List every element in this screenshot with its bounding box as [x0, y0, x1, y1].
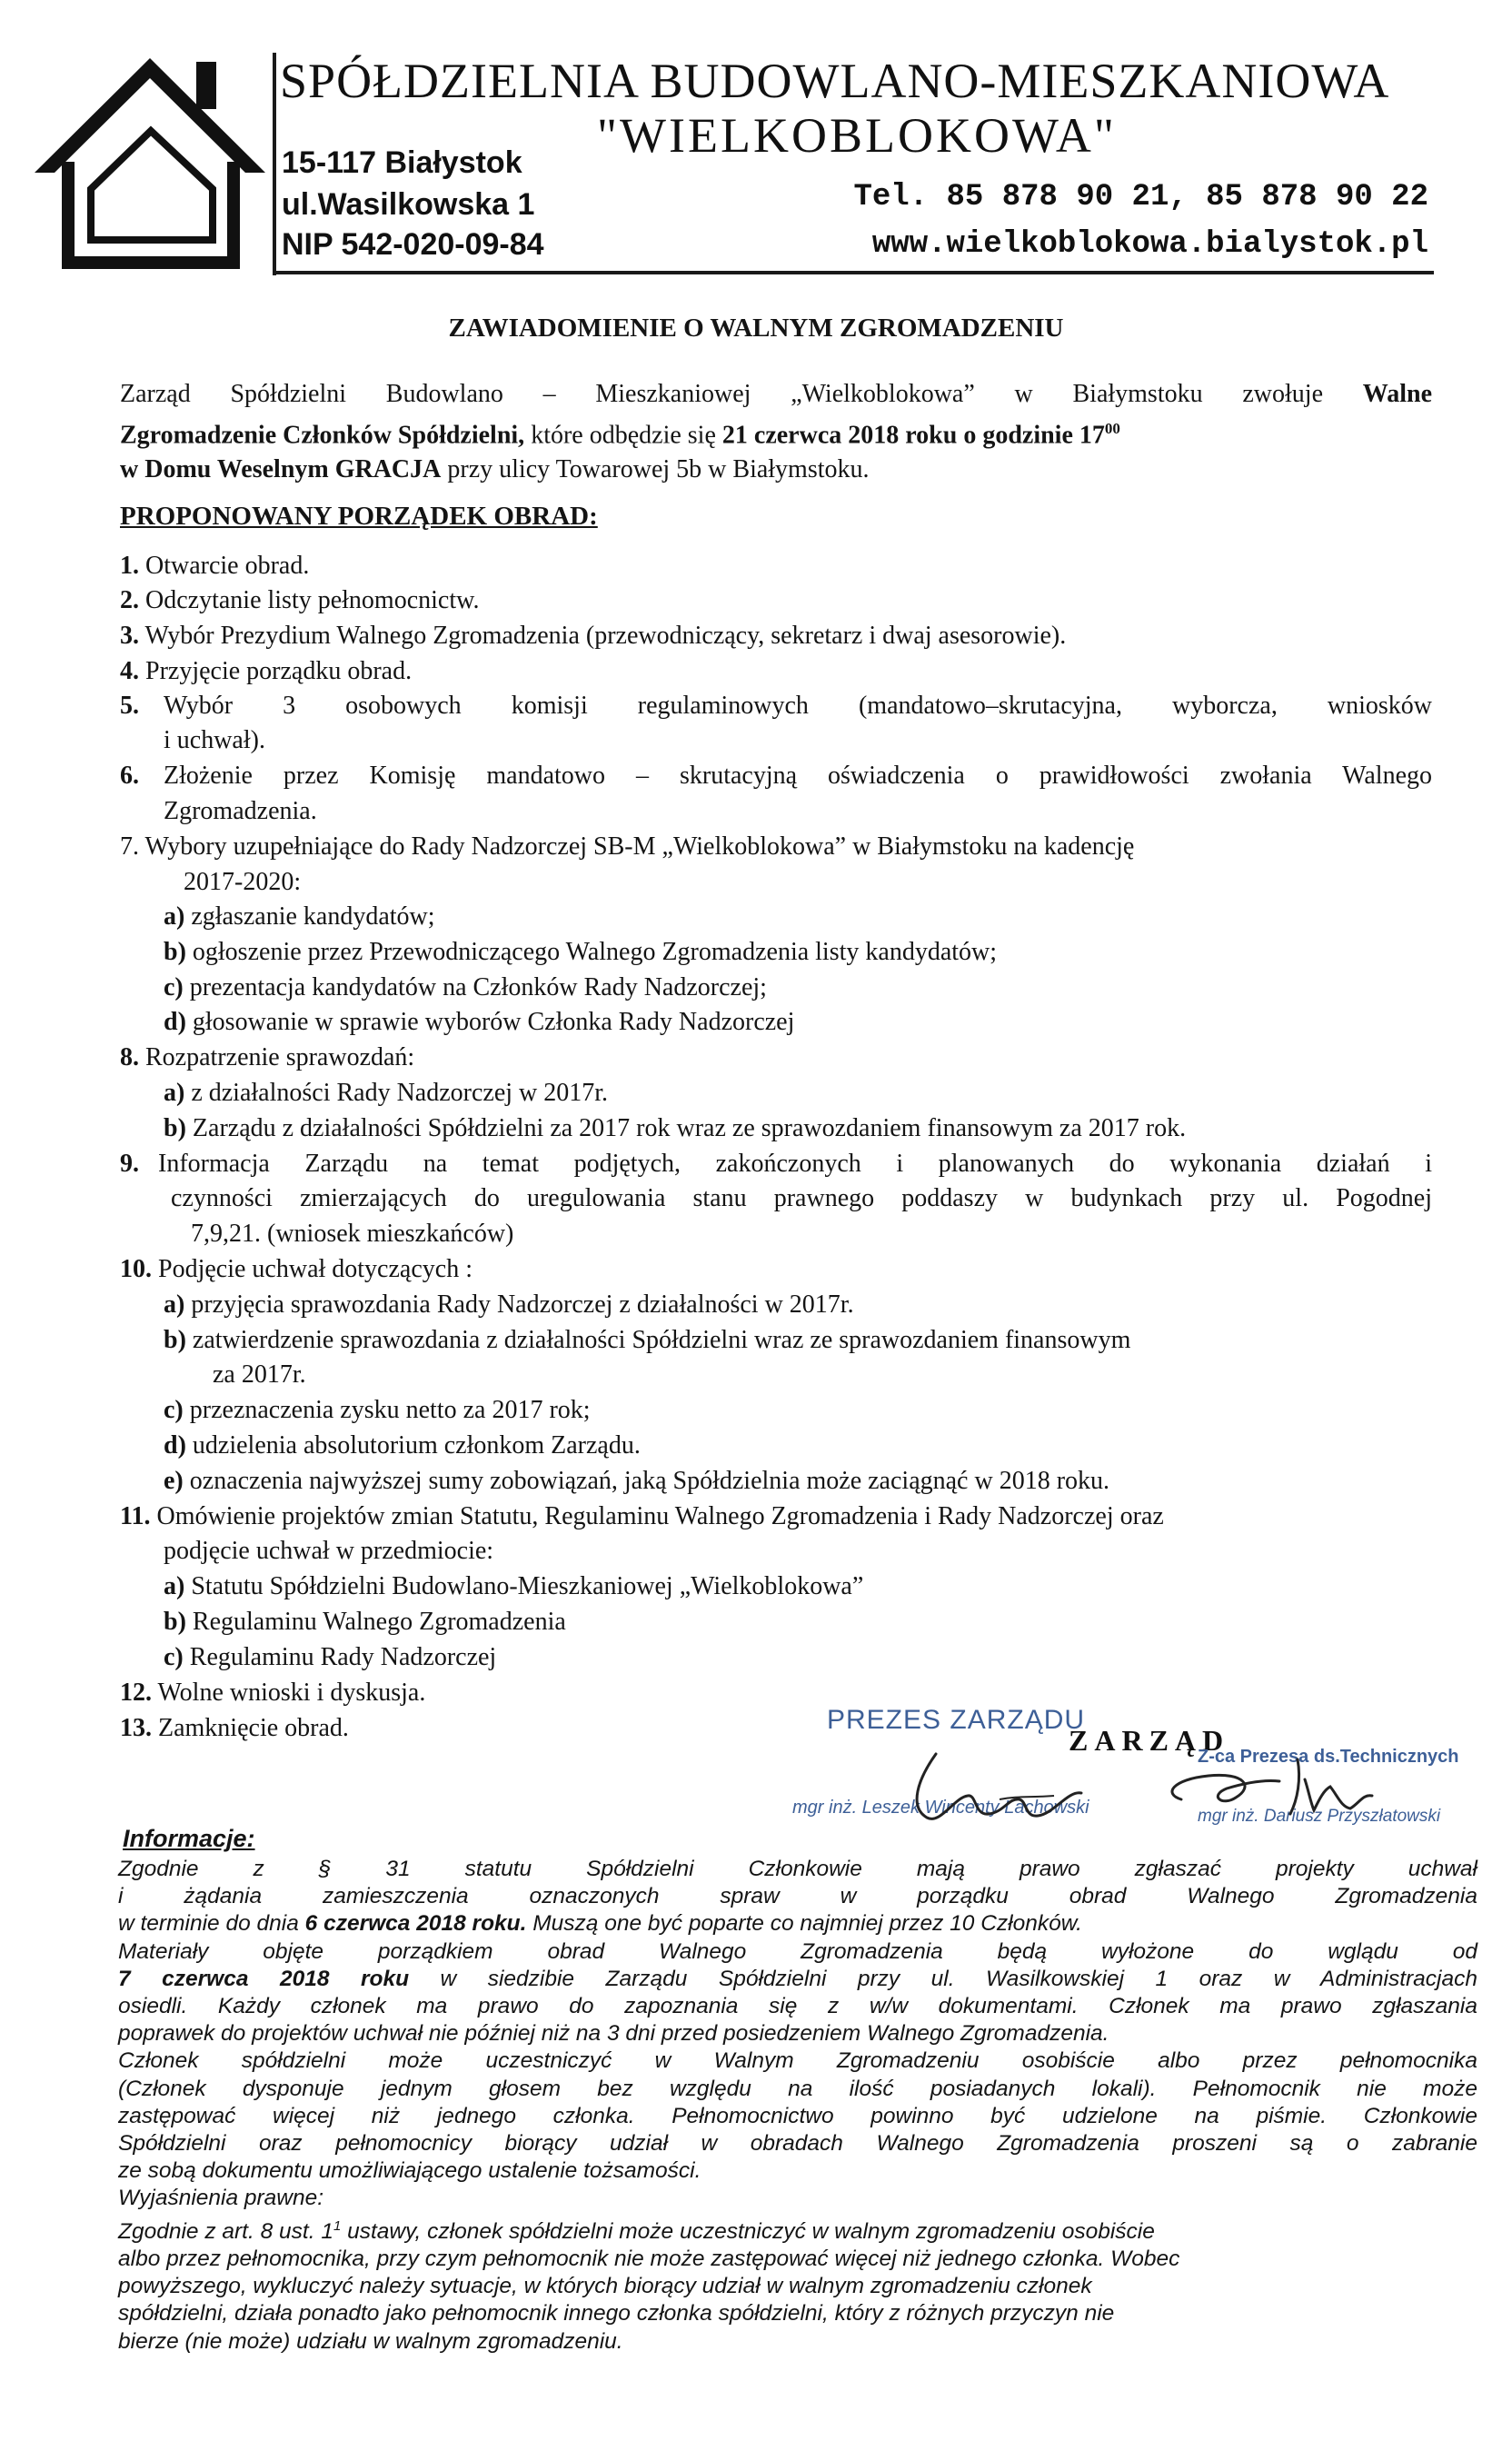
agenda-item-text: Złożenie przez Komisję mandatowo – skrutacyjną oświadczenia o prawidłowości zwołania Walnego — [164, 762, 1432, 790]
superscript: 1 — [333, 2217, 342, 2234]
agenda-item-text: 2017-2020: — [184, 868, 302, 896]
agenda-subitem — [164, 971, 767, 1005]
item-text: Wybory uzupełniające do Rady Nadzorczej SB-M „Wielkoblokowa” w Białymstoku na kadencję — [144, 832, 1135, 861]
organization-name: SPÓŁDZIELNIA BUDOWLANO-MIESZKANIOWA — [280, 54, 1390, 108]
subitem-letter: a) — [164, 1290, 185, 1319]
board-label: ZARZĄD — [1069, 1724, 1230, 1757]
house-logo-icon — [35, 55, 266, 273]
agenda-subitem — [164, 935, 997, 970]
item-text: Wolne wnioski i dyskusja. — [157, 1679, 426, 1707]
info-line: zastępować więcej niż jednego członka. Pełnomocnictwo powinno być udzielone na piśmie. Członkowie — [118, 2103, 1477, 2128]
subitem-letter: e) — [164, 1467, 184, 1495]
agenda-item — [120, 1252, 472, 1287]
proposal-deadline: 6 czerwca 2018 roku. — [304, 1911, 527, 1937]
meeting-date-time: 21 czerwca 2018 roku o godzinie 17 — [721, 421, 1105, 450]
letterhead-vertical-rule — [273, 53, 276, 275]
subitem-text: przyjęcia sprawozdania Rady Nadzorczej z działalności w 2017r. — [191, 1290, 854, 1319]
info-line: bierze (nie może) udziału w walnym zgromadzeniu. — [118, 2328, 623, 2354]
intro-paragraph — [120, 377, 1432, 487]
intro-line-1 — [120, 377, 1432, 412]
agenda-item — [120, 619, 1066, 653]
meeting-venue: w Domu Weselnym GRACJA — [120, 455, 442, 484]
info-line: Zgodnie z § 31 statutu Spółdzielni Członkowie mają prawo zgłaszać projekty uchwał — [118, 1857, 1477, 1881]
item-number: 2. — [120, 586, 139, 614]
subitem-letter: c) — [164, 1396, 184, 1424]
item-number: 13. — [120, 1714, 152, 1742]
address-city: 15-117 Białystok — [282, 145, 522, 180]
info-line: (Członek dysponuje jednym głosem bez względu na ilość posiadanych lokali). Pełnomocnik nie może — [118, 2076, 1477, 2101]
item-number: 11. — [120, 1502, 151, 1530]
info-line: spółdzielni, działa ponadto jako pełnomocnik innego członka spółdzielni, który z różnych przyczyn nie — [118, 2301, 1115, 2326]
info-line: Spółdzielni oraz pełnomocnicy biorący udział w obradach Walnego Zgromadzenia proszeni są o zabranie — [118, 2131, 1477, 2157]
subitem-letter: a) — [164, 1079, 185, 1107]
agenda-item — [120, 1041, 414, 1075]
subitem-letter: c) — [164, 1643, 184, 1671]
subitem-text: Statutu Spółdzielni Budowlano-Mieszkaniowej „Wielkoblokowa” — [191, 1572, 864, 1600]
item-text: Wybór Prezydium Walnego Zgromadzenia (przewodniczący, sekretarz i dwaj asesorowie). — [144, 622, 1067, 650]
agenda-item — [120, 1676, 425, 1710]
president-name-stamp: mgr inż. Leszek Wincenty Lachowski — [792, 1798, 1089, 1818]
tax-id: NIP 542-020-09-84 — [282, 227, 544, 262]
info-text: ustawy, członek spółdzielni może uczestniczyć w walnym zgromadzeniu osobiście — [341, 2218, 1155, 2244]
info-line: osiedli. Każdy członek ma prawo do zapoznania się z w/w dokumentami. Członek ma prawo zgłaszania — [118, 1994, 1477, 2019]
agenda-item-text: Zgromadzenia. — [164, 797, 317, 825]
agenda-subitem — [164, 1429, 641, 1463]
deputy-president-stamp: Z-ca Prezesa ds.Technicznych — [1198, 1747, 1459, 1767]
agenda-item — [120, 654, 412, 689]
agenda-subitem — [164, 1288, 854, 1322]
subitem-letter: d) — [164, 1431, 186, 1460]
info-line — [118, 1966, 1477, 1993]
website-address: www.wielkoblokowa.bialystok.pl — [871, 227, 1428, 262]
subitem-text: Regulaminu Walnego Zgromadzenia — [192, 1608, 566, 1636]
president-stamp-title: PREZES ZARZĄDU — [827, 1705, 1086, 1735]
subitem-letter: a) — [164, 1572, 185, 1600]
information-section — [118, 1856, 1477, 2356]
subitem-letter: d) — [164, 1008, 186, 1036]
item-text: Odczytanie listy pełnomocnictw. — [145, 586, 480, 614]
intro-bold-text: Zgromadzenie Członków Spółdzielni, — [120, 421, 525, 450]
information-heading: Informacje: — [123, 1825, 255, 1852]
item-text: Otwarcie obrad. — [145, 552, 310, 580]
item-text: Omówienie projektów zmian Statutu, Regulaminu Walnego Zgromadzenia i Rady Nadzorczej oraz — [156, 1502, 1164, 1530]
item-text: Podjęcie uchwał dotyczących : — [158, 1255, 472, 1283]
subitem-text: głosowanie w sprawie wyborów Członka Rady Nadzorczej — [192, 1008, 795, 1036]
item-text: Przyjęcie porządku obrad. — [145, 657, 413, 685]
agenda-subitem-text: za 2017r. — [213, 1360, 306, 1389]
subitem-letter: b) — [164, 938, 186, 966]
info-text: Zgodnie z art. 8 ust. 1 — [118, 2218, 333, 2244]
letterhead-horizontal-rule — [273, 271, 1434, 274]
subitem-text: zgłaszanie kandydatów; — [191, 902, 435, 931]
agenda-subitem — [164, 1640, 496, 1675]
intro-text: Zarząd Spółdzielni Budowlano – Mieszkaniowej „Wielkoblokowa” w Białymstoku zwołuje — [120, 380, 1363, 408]
agenda-item — [120, 549, 309, 583]
document-title: ZAWIADOMIENIE O WALNYM ZGROMADZENIU — [448, 314, 1064, 343]
agenda-item-text: 7,9,21. (wniosek mieszkańców) — [191, 1220, 514, 1248]
item-number: 8. — [120, 1043, 139, 1071]
info-line: albo przez pełnomocnika, przy czym pełnomocnik nie może zastępować więcej niż jednego członka. Wobec — [118, 2247, 1180, 2271]
agenda-item-text: Informacja Zarządu na temat podjętych, zakończonych i planowanych do wykonania działań i — [158, 1150, 1432, 1178]
item-text: Rozpatrzenie sprawozdań: — [145, 1043, 415, 1071]
agenda-item-text: i uchwał). — [164, 726, 265, 754]
phone-numbers: Tel. 85 878 90 21, 85 878 90 22 — [853, 180, 1428, 214]
materials-date: 7 czerwca 2018 roku — [118, 1966, 410, 1991]
info-text: w siedzibie Zarządu Spółdzielni przy ul. Wasilkowskiej 1 oraz w Administracjach — [409, 1966, 1477, 1991]
agenda-subitem — [164, 1393, 591, 1428]
info-line: powyższego, wykluczyć należy sytuacje, w których biorący udział w walnym zgromadzeniu członek — [118, 2274, 1092, 2299]
subitem-text: zatwierdzenie sprawozdania z działalności Spółdzielni wraz ze sprawozdaniem finansowym — [192, 1326, 1131, 1354]
intro-line-3 — [120, 453, 1432, 487]
legal-heading: Wyjaśnienia prawne: — [118, 2186, 324, 2211]
subitem-text: prezentacja kandydatów na Członków Rady Nadzorczej; — [189, 973, 767, 1001]
organization-short-name: "WIELKOBLOKOWA" — [597, 108, 1117, 163]
address-street: ul.Wasilkowska 1 — [282, 187, 535, 222]
subitem-letter: c) — [164, 973, 184, 1001]
item-text: Zamknięcie obrad. — [158, 1714, 349, 1742]
agenda-item-number — [120, 689, 139, 723]
subitem-text: z działalności Rady Nadzorczej w 2017r. — [191, 1079, 609, 1107]
intro-line-2 — [120, 412, 1432, 453]
intro-bold-text: Walne — [1362, 380, 1432, 408]
agenda-subitem — [164, 1005, 794, 1040]
info-line: Materiały objęte porządkiem obrad Walnego Zgromadzenia będą wyłożone do wglądu od — [118, 1938, 1477, 1964]
subitem-text: Regulaminu Rady Nadzorczej — [189, 1643, 497, 1671]
intro-text: przy ulicy Towarowej 5b w Białymstoku. — [441, 455, 870, 484]
agenda-heading: PROPONOWANY PORZĄDEK OBRAD: — [120, 502, 598, 531]
subitem-letter: b) — [164, 1326, 186, 1354]
handwritten-signatures — [781, 1743, 1454, 1834]
agenda-item-number — [120, 1147, 139, 1181]
agenda-item — [120, 1499, 1164, 1534]
item-number: 6. — [120, 762, 139, 790]
agenda-subitem — [164, 1076, 608, 1111]
item-number: 12. — [120, 1679, 152, 1707]
item-number: 5. — [120, 692, 139, 720]
agenda-item-text: podjęcie uchwał w przedmiocie: — [164, 1537, 494, 1565]
subitem-text: przeznaczenia zysku netto za 2017 rok; — [189, 1396, 591, 1424]
item-number: 3. — [120, 622, 139, 650]
agenda-item — [120, 583, 480, 618]
agenda-subitem — [164, 1605, 566, 1639]
item-number: 1. — [120, 552, 139, 580]
info-line — [118, 2213, 1477, 2246]
info-line: i żądania zamieszczenia oznaczonych spraw w porządku obrad Walnego Zgromadzenia — [118, 1884, 1477, 1909]
subitem-text: ogłoszenie przez Przewodniczącego Walnego Zgromadzenia listy kandydatów; — [192, 938, 998, 966]
agenda-subitem — [164, 1111, 1186, 1146]
deputy-name-stamp: mgr inż. Dariusz Przyszłatowski — [1198, 1807, 1441, 1826]
agenda-subitem — [164, 1323, 1130, 1358]
subitem-letter: b) — [164, 1114, 186, 1142]
agenda-item-text: czynności zmierzających do uregulowania stanu prawnego poddaszy w budynkach przy ul. Pogodnej — [171, 1184, 1432, 1212]
info-line: poprawek do projektów uchwał nie później niż na 3 dni przed posiedzeniem Walnego Zgromadzenia. — [118, 2021, 1109, 2047]
item-number: 9. — [120, 1150, 139, 1178]
agenda-subitem — [164, 1464, 1109, 1499]
agenda-item-number — [120, 759, 139, 793]
item-number: 10. — [120, 1255, 152, 1283]
agenda-subitem — [164, 1569, 863, 1604]
item-number: 7. — [120, 832, 139, 861]
agenda-item — [120, 1711, 349, 1746]
info-line — [118, 1910, 1477, 1938]
subitem-text: udzielenia absolutorium członkom Zarządu. — [192, 1431, 641, 1460]
intro-text: które odbędzie się — [524, 421, 722, 450]
meeting-time-minutes: 00 — [1104, 420, 1120, 437]
info-line: ze sobą dokumentu umożliwiającego ustalenie tożsamości. — [118, 2158, 701, 2184]
info-text: w terminie do dnia — [118, 1911, 305, 1937]
info-line: Członek spółdzielni może uczestniczyć w Walnym Zgromadzeniu osobiście albo przez pełnomocnika — [118, 2048, 1477, 2074]
agenda-item-text: Wybór 3 osobowych komisji regulaminowych (mandatowo–skrutacyjna, wyborcza, wniosków — [164, 692, 1432, 720]
subitem-letter: b) — [164, 1608, 186, 1636]
agenda-item — [120, 830, 1134, 864]
subitem-letter: a) — [164, 902, 185, 931]
info-text: Muszą one być poparte co najmniej przez 10 Członków. — [526, 1911, 1082, 1937]
agenda-subitem — [164, 900, 435, 934]
item-number: 4. — [120, 657, 139, 685]
subitem-text: oznaczenia najwyższej sumy zobowiązań, jaką Spółdzielnia może zaciągnąć w 2018 roku. — [189, 1467, 1110, 1495]
subitem-text: Zarządu z działalności Spółdzielni za 2017 rok wraz ze sprawozdaniem finansowym za 2017 rok. — [192, 1114, 1187, 1142]
